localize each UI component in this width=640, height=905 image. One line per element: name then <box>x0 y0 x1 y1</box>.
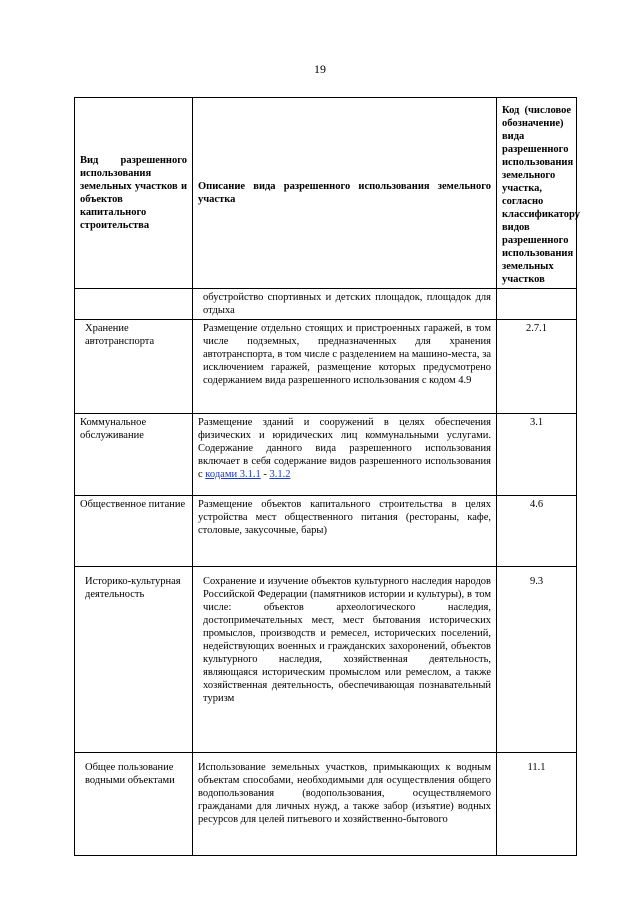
table-row <box>75 496 577 567</box>
table-row <box>75 320 577 414</box>
land-use-name: Коммунальное обслуживание <box>75 414 193 496</box>
description-text: Размещение зданий и сооружений в целях обеспечения физических и юридических лиц коммунальными услугами. Содержание данного вида разрешенного использования включает в себя содержание видов разрешенного использования с <box>198 417 491 480</box>
land-use-description <box>193 414 497 496</box>
land-use-code: 9.3 <box>497 567 577 753</box>
land-use-description: Размещение объектов капитального строительства в целях устройства мест общественного питания (рестораны, кафе, столовые, закусочные, бары) <box>193 496 497 567</box>
land-use-description: Размещение отдельно стоящих и пристроенных гаражей, в том числе подземных, предназначенных для хранения автотранспорта, в том числе с разделением на машино-места, за исключением гаражей, размещение которых предусмотрено содержанием вида разрешенного использования с кодом 4.9 <box>193 320 497 414</box>
continuation-description: обустройство спортивных и детских площадок, площадок для отдыха <box>193 289 497 320</box>
land-use-code: 11.1 <box>497 753 577 856</box>
land-use-description: Использование земельных участков, примыкающих к водным объектам способами, необходимыми для осуществления общего водопользования (водопользования, осуществляемого гражданами для личных нужд, а также забор (изъятие) водных ресурсов для целей питьевого и хозяйственно-бытового <box>193 753 497 856</box>
table-row <box>75 567 577 753</box>
header-land-use-type: Вид разрешенного использования земельных участков и объектов капитального строительства <box>75 98 193 289</box>
table-row <box>75 753 577 856</box>
land-use-name: Общее пользование водными объектами <box>75 753 193 856</box>
land-use-code: 3.1 <box>497 414 577 496</box>
table-row <box>75 289 577 320</box>
table-header-row <box>75 98 577 289</box>
land-use-name: Общественное питание <box>75 496 193 567</box>
land-use-name: Историко-культурная деятельность <box>75 567 193 753</box>
row-name-cell <box>75 289 193 320</box>
land-use-description: Сохранение и изучение объектов культурного наследия народов Российской Федерации (памятников истории и культуры), в том числе: объектов археологического наследия, достопримечательных мест, мест бытования исторических промыслов, производств и ремесел, исторических поселений, недействующих военных и гражданских захоронений, объектов культурного наследия, хозяйственная деятельность, являющаяся историческим промыслом или ремеслом, а также хозяйственная деятельность, обеспечивающая познавательный туризм <box>193 567 497 753</box>
link-separator: - <box>260 469 270 480</box>
land-use-name: Хранение автотранспорта <box>75 320 193 414</box>
code-link-3-1-2[interactable]: 3.1.2 <box>269 469 291 480</box>
land-use-code: 2.7.1 <box>497 320 577 414</box>
header-code: Код (числовое обозначение) вида разрешенного использования земельного участка, согласно классификатору видов разрешенного использования земельных участков <box>497 98 577 289</box>
land-use-code: 4.6 <box>497 496 577 567</box>
header-description: Описание вида разрешенного использования земельного участка <box>193 98 497 289</box>
table-row <box>75 414 577 496</box>
row-code-cell <box>497 289 577 320</box>
code-link-3-1-1[interactable]: кодами 3.1.1 <box>205 469 261 480</box>
land-use-table <box>74 97 580 856</box>
page-number: 19 <box>314 62 326 76</box>
